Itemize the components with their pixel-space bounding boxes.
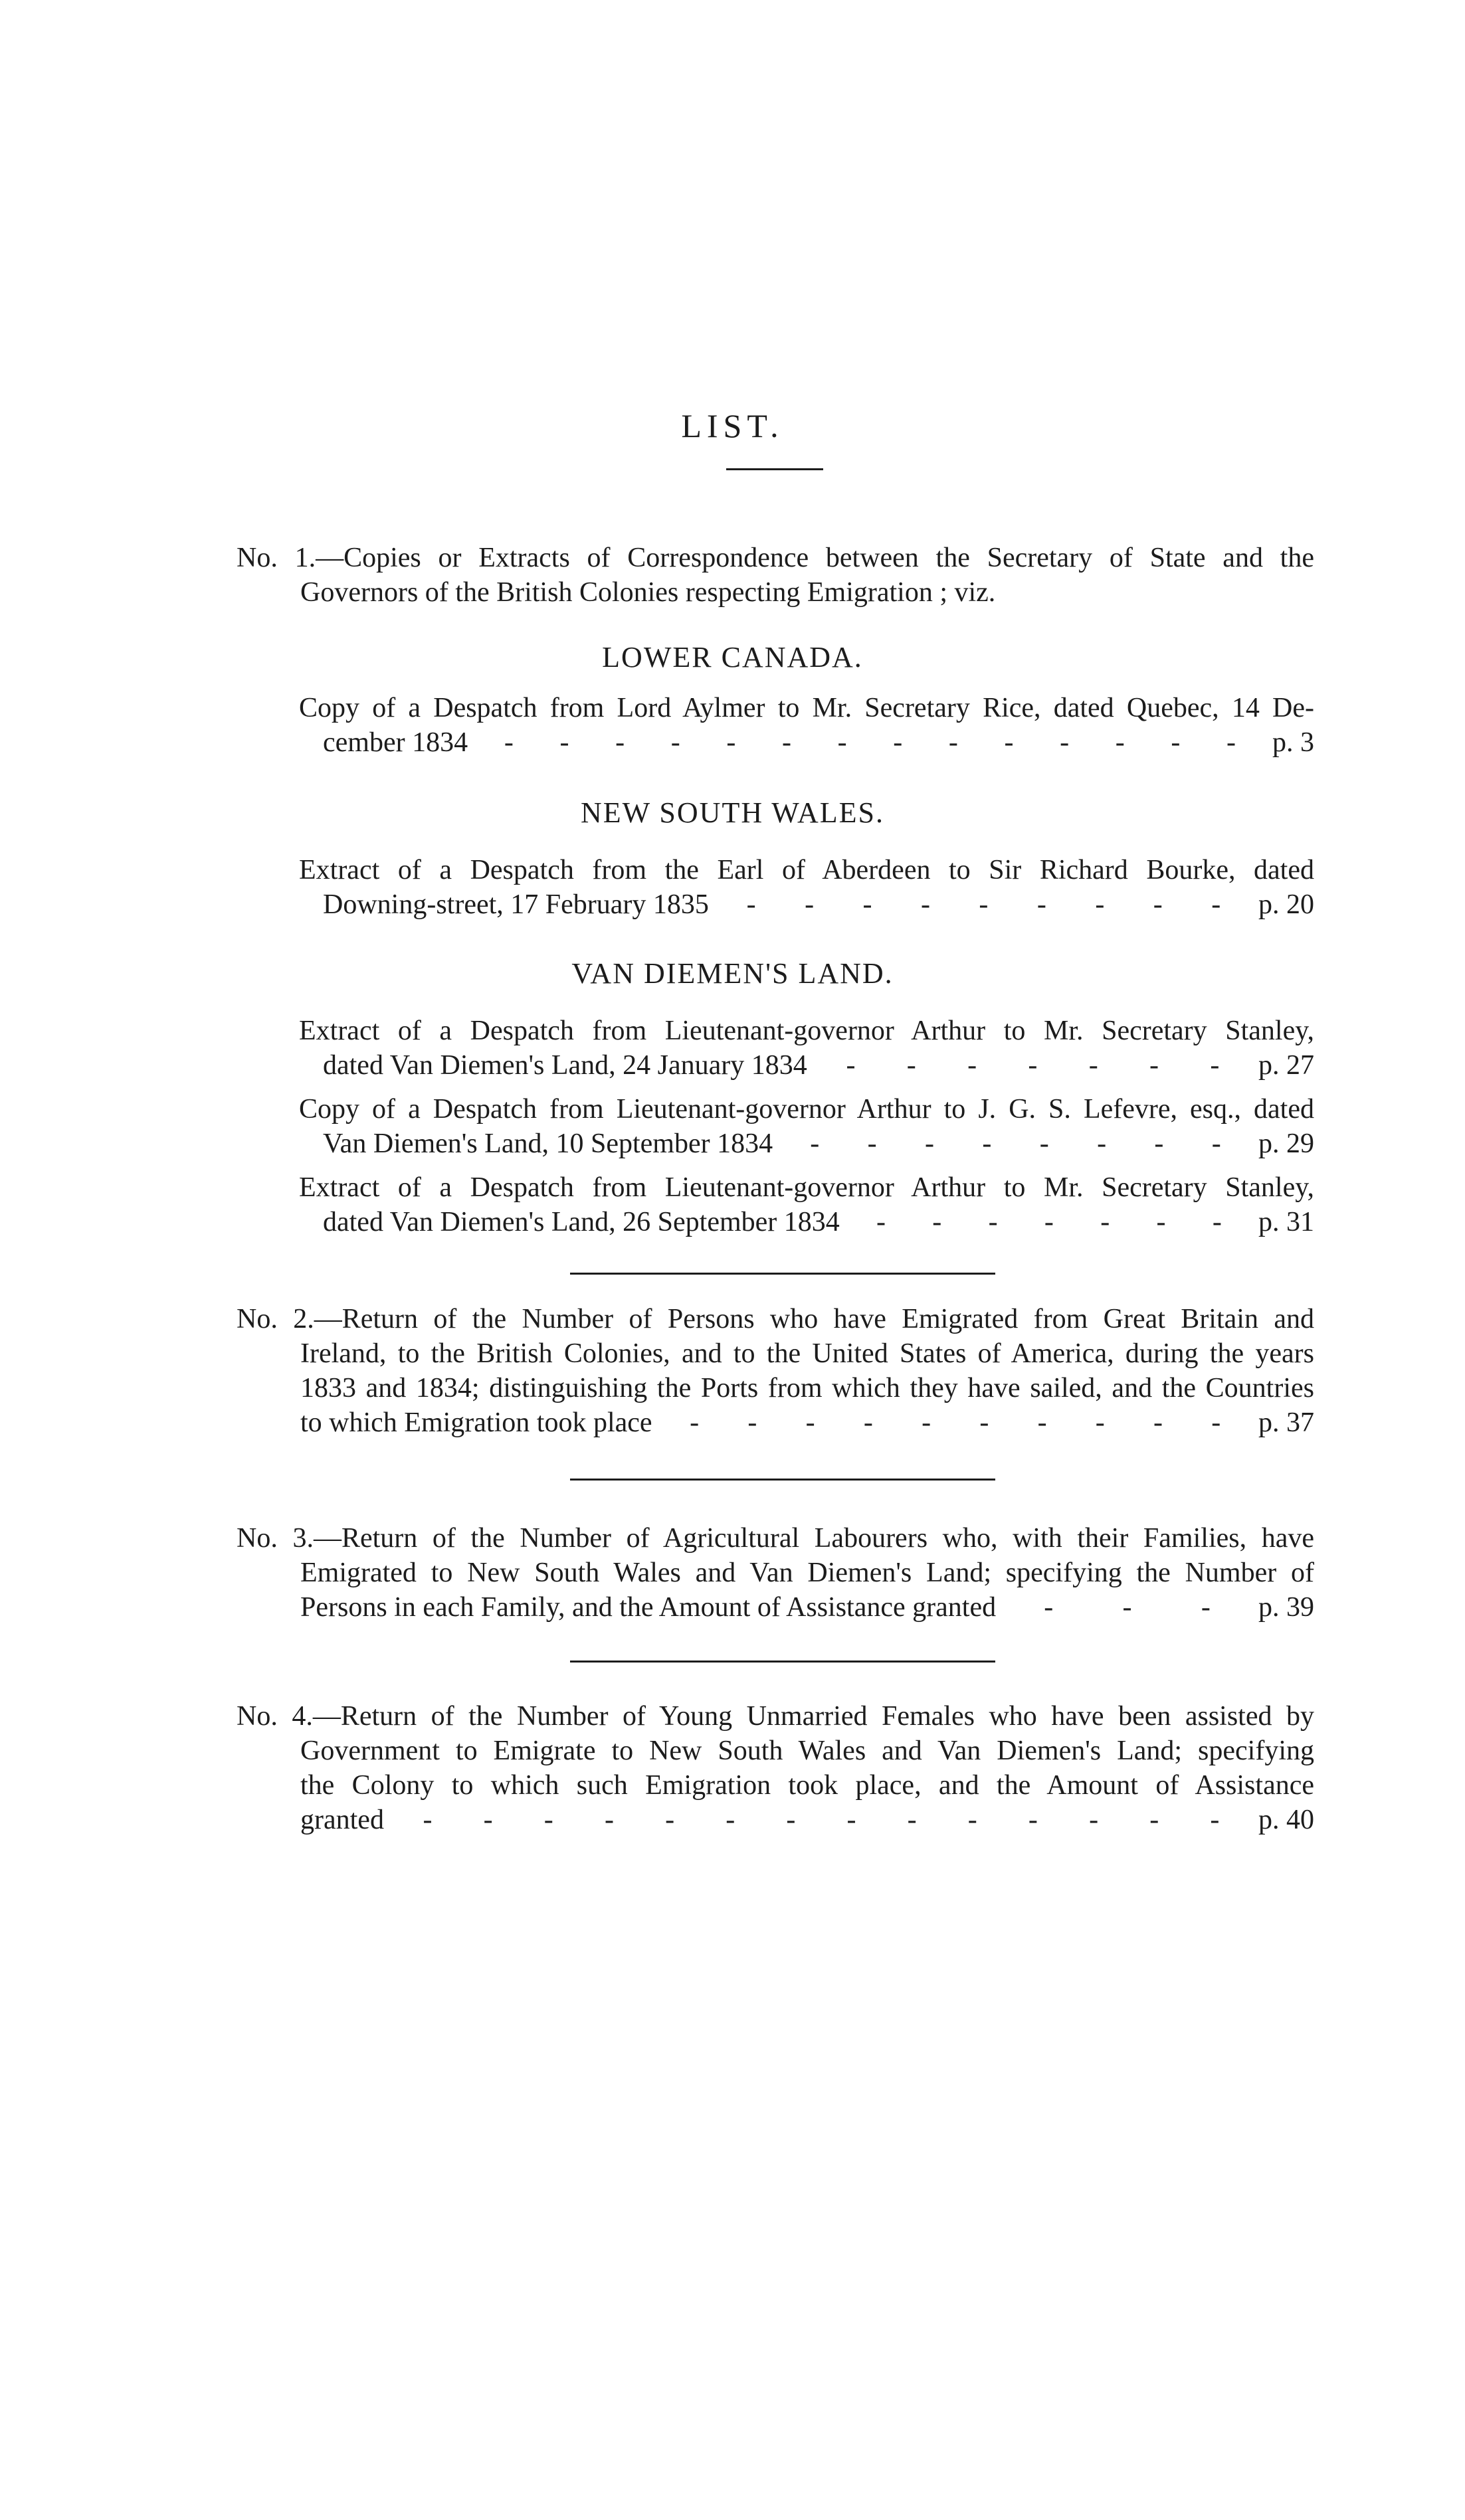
section-heading-new-south-wales: NEW SOUTH WALES.: [581, 796, 884, 829]
entry-line-2: Downing-street, 17 February 1835 - - - - - - - - - p. 20: [299, 887, 1314, 922]
section-divider: [570, 1479, 995, 1481]
item-4-line-1: No. 4.—Return of the Number of Young Unmarried Females who have been assisted by: [237, 1701, 1314, 1732]
page-reference: p. 37: [1258, 1407, 1314, 1438]
item-2-line-2: Ireland, to the British Colonies, and to the United States of America, during the years: [300, 1338, 1314, 1369]
item-3-line-2: Emigrated to New South Wales and Van Diemen's Land; specifying the Number of: [300, 1558, 1314, 1588]
entry-line-1: Extract of a Despatch from the Earl of Aberdeen to Sir Richard Bourke, dated: [299, 855, 1314, 885]
item-1-line-1: No. 1.—Copies or Extracts of Correspondence between the Secretary of State and the: [237, 543, 1314, 573]
item-number: No. 2.: [237, 1304, 314, 1334]
leader-dots: - - - - - - - - - - - - - -: [423, 1805, 1220, 1835]
page-reference: p. 39: [1258, 1592, 1314, 1623]
leader-dots: - - - - - - - - - - - - - -: [504, 727, 1236, 758]
leader-dots: - - - - - - - - - -: [690, 1407, 1221, 1438]
entry-van-diemens-1: [299, 1014, 1314, 1083]
item-4-line-4: granted - - - - - - - - - - - - - - p. 40: [237, 1803, 1314, 1837]
leader-dots: - - -: [1044, 1592, 1211, 1623]
section-heading-van-diemens-land: VAN DIEMEN'S LAND.: [571, 957, 894, 990]
page-reference: p. 20: [1258, 889, 1314, 920]
section-divider: [570, 1273, 995, 1275]
page-reference: p. 3: [1272, 727, 1314, 758]
title-rule: [726, 468, 823, 470]
item-2: [237, 1302, 1314, 1440]
item-1-line-2: Governors of the British Colonies respecting Emigration ; viz.: [300, 577, 996, 608]
section-heading-lower-canada: LOWER CANADA.: [602, 641, 863, 674]
page-reference: p. 27: [1258, 1050, 1314, 1081]
entry-line-2: dated Van Diemen's Land, 24 January 1834 - - - - - - - p. 27: [299, 1048, 1314, 1083]
entry-line-2: cember 1834 - - - - - - - - - - - - - - p. 3: [299, 725, 1314, 760]
leader-dots: - - - - - - - -: [810, 1128, 1221, 1159]
entry-line-2: dated Van Diemen's Land, 26 September 1834 - - - - - - - p. 31: [299, 1205, 1314, 1239]
page-reference: p. 40: [1258, 1805, 1314, 1835]
entry-van-diemens-3: [299, 1170, 1314, 1239]
item-2-line-4: to which Emigration took place - - - - - - - - - - p. 37: [237, 1405, 1314, 1440]
entry-line-1: Copy of a Despatch from Lord Aylmer to Mr. Secretary Rice, dated Quebec, 14 De-: [299, 693, 1314, 723]
page-title: LIST.: [681, 407, 784, 444]
leader-dots: - - - - - - - - -: [746, 889, 1221, 920]
entry-line-2: Van Diemen's Land, 10 September 1834 - - - - - - - - p. 29: [299, 1126, 1314, 1161]
item-1: [237, 541, 1314, 610]
entry-line-1: Copy of a Despatch from Lieutenant-governor Arthur to J. G. S. Lefevre, esq., dated: [299, 1094, 1314, 1125]
item-3: [237, 1521, 1314, 1625]
item-4-line-2: Government to Emigrate to New South Wales and Van Diemen's Land; specifying: [300, 1736, 1314, 1766]
leader-dots: - - - - - - -: [846, 1050, 1220, 1081]
leader-dots: - - - - - - -: [876, 1207, 1222, 1237]
item-2-line-1: No. 2.—Return of the Number of Persons who have Emigrated from Great Britain and: [237, 1304, 1314, 1334]
item-4: [237, 1699, 1314, 1837]
entry-van-diemens-2: [299, 1092, 1314, 1161]
item-number: No. 1.: [237, 543, 316, 573]
item-3-line-1: No. 3.—Return of the Number of Agricultural Labourers who, with their Families, have: [237, 1523, 1314, 1554]
item-number: No. 4.: [237, 1701, 313, 1732]
item-number: No. 3.: [237, 1523, 314, 1554]
entry-line-1: Extract of a Despatch from Lieutenant-governor Arthur to Mr. Secretary Stanley,: [299, 1016, 1314, 1046]
entry-new-south-wales: [299, 853, 1314, 922]
item-4-line-3: the Colony to which such Emigration took place, and the Amount of Assistance: [300, 1770, 1314, 1801]
page-reference: p. 29: [1258, 1128, 1314, 1159]
section-divider: [570, 1661, 995, 1663]
item-3-line-3: Persons in each Family, and the Amount of Assistance granted - - - p. 39: [237, 1590, 1314, 1625]
item-2-line-3: 1833 and 1834; distinguishing the Ports from which they have sailed, and the Countries: [300, 1373, 1314, 1403]
entry-lower-canada: [299, 691, 1314, 760]
page-reference: p. 31: [1258, 1207, 1314, 1237]
entry-line-1: Extract of a Despatch from Lieutenant-governor Arthur to Mr. Secretary Stanley,: [299, 1172, 1314, 1203]
